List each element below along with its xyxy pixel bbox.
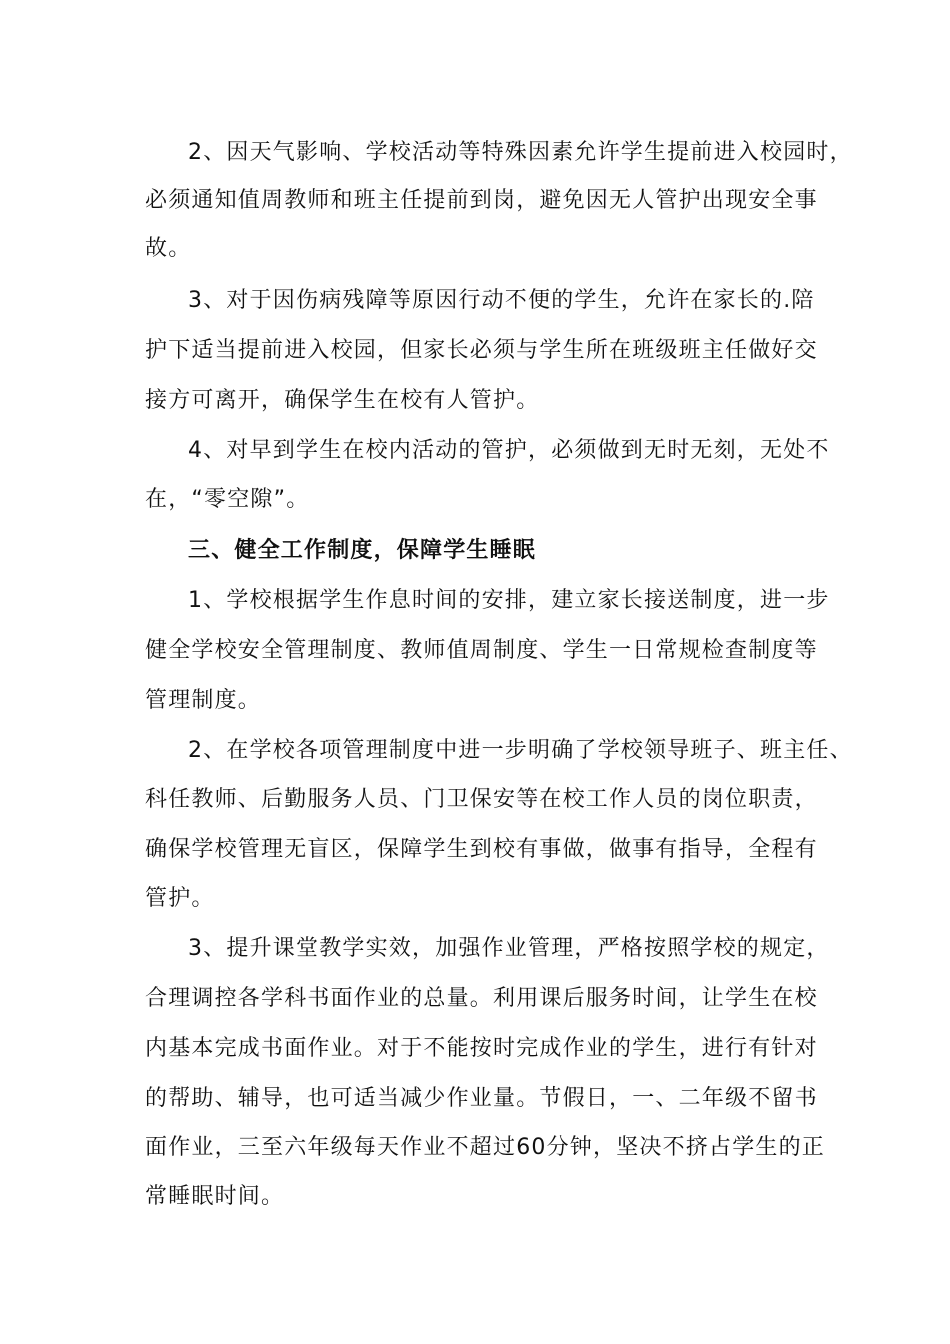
text-line-21: 面作业，三至六年级每天作业不超过60分钟，坚决不挤占学生的正	[145, 1135, 825, 1160]
section-heading: 三、健全工作制度，保障学生睡眠	[188, 538, 537, 563]
text-line-19: 内基本完成书面作业。对于不能按时完成作业的学生，进行有针对	[145, 1036, 818, 1061]
text-line-18: 合理调控各学科书面作业的总量。利用课后服务时间，让学生在校	[145, 986, 818, 1011]
text-line-7: 4、对早到学生在校内活动的管护，必须做到无时无刻，无处不	[188, 438, 830, 463]
text-line-15: 确保学校管理无盲区，保障学生到校有事做，做事有指导，全程有	[145, 837, 818, 862]
text-line-17: 3、提升课堂教学实效，加强作业管理，严格按照学校的规定，	[188, 936, 830, 961]
text-line-5: 护下适当提前进入校园，但家长必须与学生所在班级班主任做好交	[145, 338, 818, 363]
text-line-10: 1、学校根据学生作息时间的安排，建立家长接送制度，进一步	[188, 588, 830, 613]
text-line-4: 3、对于因伤病残障等原因行动不便的学生，允许在家长的.陪	[188, 288, 815, 313]
text-line-3: 故。	[145, 236, 192, 261]
text-line-8: 在，“零空隙”。	[145, 487, 310, 512]
text-line-12: 管理制度。	[145, 688, 262, 713]
text-line-11: 健全学校安全管理制度、教师值周制度、学生一日常规检查制度等	[145, 638, 818, 663]
text-line-1: 2、因天气影响、学校活动等特殊因素允许学生提前进入校园时，	[188, 140, 853, 165]
text-line-2: 必须通知值周教师和班主任提前到岗，避免因无人管护出现安全事	[145, 188, 818, 213]
text-line-6: 接方可离开，确保学生在校有人管护。	[145, 388, 540, 413]
text-line-13: 2、在学校各项管理制度中进一步明确了学校领导班子、班主任、	[188, 738, 853, 763]
text-line-22: 常睡眠时间。	[145, 1184, 285, 1209]
text-line-16: 管护。	[145, 886, 215, 911]
text-line-20: 的帮助、辅导，也可适当减少作业量。节假日，一、二年级不留书	[145, 1086, 818, 1111]
text-line-14: 科任教师、后勤服务人员、门卫保安等在校工作人员的岗位职责，	[145, 787, 818, 812]
